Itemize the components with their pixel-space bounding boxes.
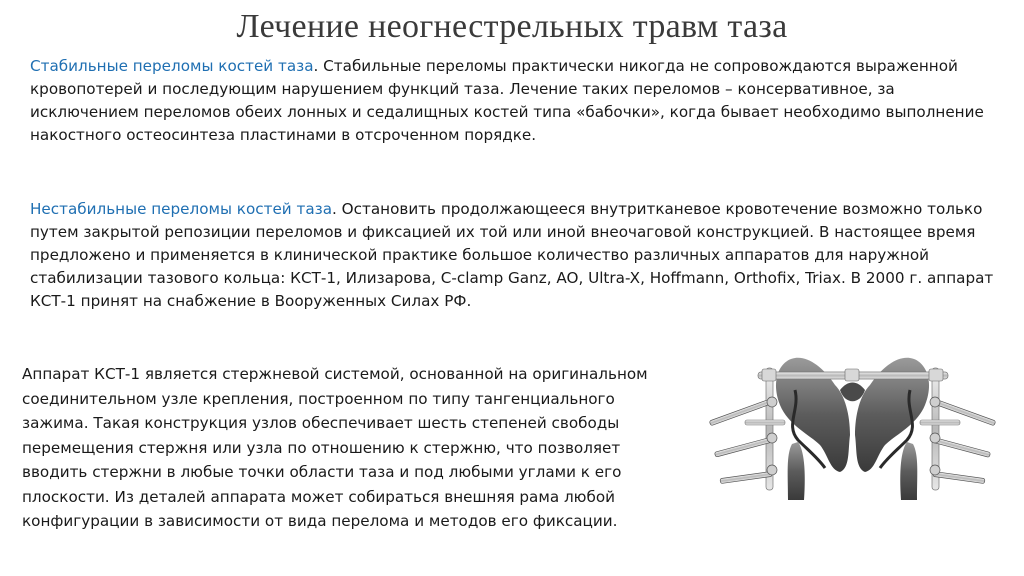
pelvis-fixator-drawing — [700, 350, 1005, 500]
stable-fractures-paragraph — [30, 55, 995, 147]
unstable-fractures-heading: Нестабильные переломы костей таза — [30, 200, 333, 218]
unstable-fractures-paragraph — [30, 198, 1000, 313]
kst-apparatus-paragraph: Аппарат КСТ-1 является стержневой системой, основанной на оригинальном соединительном узле крепления, построенном по типу тангенциального зажима. Такая конструкция узлов обеспечивает шесть степеней свободы перемещения стержня или узла по отношению к стержню, что позволяет вводить стержни в любые точки области таза и под любыми углами к его плоскости. Из деталей аппарата может собираться внешняя рама любой конфигурации в зависимости от вида перелома и методов его фиксации. — [22, 365, 648, 530]
slide-title: Лечение неогнестрельных травм таза — [236, 8, 788, 45]
unstable-fractures-text: . Остановить продолжающееся внутритканевое кровотечение возможно только путем закрытой репозиции переломов и фиксацией их той или иной внеочаговой конструкцией. В настоящее время предложено и применяется в клинической практике большое количество различных аппаратов для наружной стабилизации тазового кольца: КСТ-1, Илизарова, С-clamp Ganz, AO, Ultra-X, Hoffmann, Orthofix, Triax. В 2000 г. аппарат КСТ-1 принят на снабжение в Вооруженных Силах РФ. — [30, 200, 994, 310]
pelvis-fixator-illustration — [700, 350, 1005, 500]
stable-fractures-text: . Стабильные переломы практически никогда не сопровождаются выраженной кровопотерей и последующим нарушением функций таза. Лечение таких переломов – консервативное, за исключением переломов обеих лонных и седалищных костей типа «бабочки», когда бывает необходимо выполнение накостного остеосинтеза пластинами в отсроченном порядке. — [30, 57, 984, 144]
stable-fractures-heading: Стабильные переломы костей таза — [30, 57, 314, 75]
